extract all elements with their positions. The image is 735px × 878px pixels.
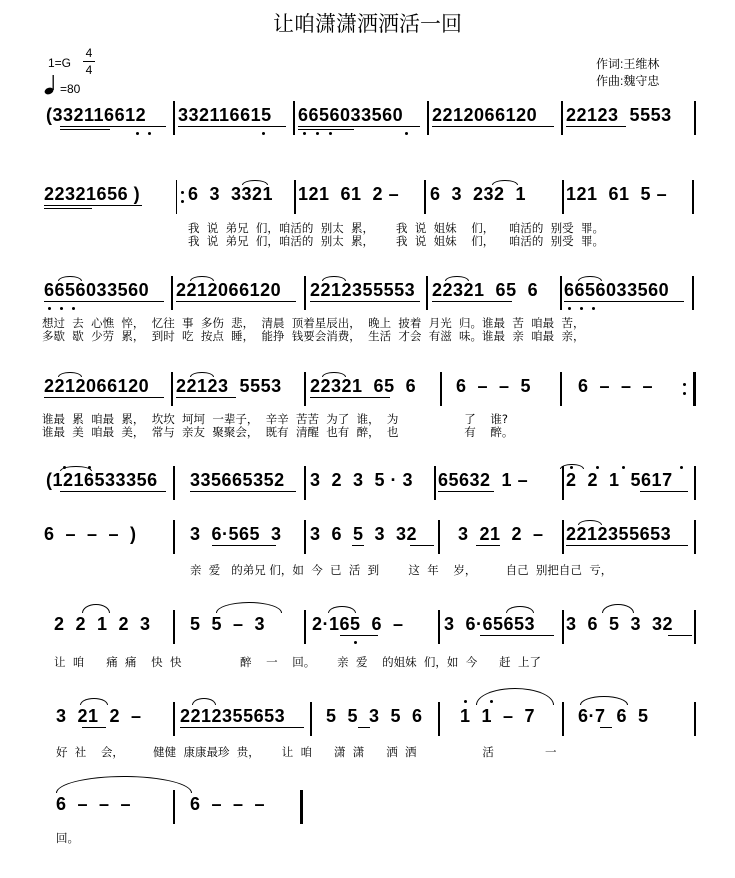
underline-beam <box>180 727 304 728</box>
barline <box>293 101 295 135</box>
measure: 65632 1 – <box>438 470 529 490</box>
barline <box>562 466 564 500</box>
measure: 335665352 <box>190 470 285 490</box>
barline <box>692 276 694 310</box>
score-row <box>40 276 700 343</box>
lyric-line: 好 社 会， 健健 康康最珍 贵， 让 咱 潇 潇 洒 洒 活 一 <box>56 745 557 759</box>
measure: 3 6 5 3 32 <box>566 614 674 634</box>
underline-beam <box>44 205 142 206</box>
underline-beam <box>176 397 236 398</box>
underline-beam <box>82 727 106 728</box>
measure: 6656033560 <box>44 280 150 300</box>
measure: 6 – – – <box>56 794 132 814</box>
underline-beam <box>410 545 434 546</box>
underline-beam <box>310 301 420 302</box>
measure: 6 – – – ) <box>44 524 137 544</box>
slur <box>60 466 92 471</box>
tempo-marking: =80 <box>60 82 81 96</box>
barline <box>310 702 312 736</box>
measure: 121 61 5 – <box>566 184 668 204</box>
score-row <box>40 520 700 577</box>
underline-beam <box>60 126 166 127</box>
barline <box>304 372 306 406</box>
measure: 5 5 3 5 6 <box>326 706 423 726</box>
score-row <box>40 702 700 759</box>
barline <box>562 180 564 214</box>
barline <box>694 520 696 554</box>
score-row <box>40 101 700 135</box>
octave-dot <box>48 307 51 310</box>
barline <box>304 610 306 644</box>
measure: 6·7 6 5 <box>578 706 649 726</box>
slur <box>190 276 214 281</box>
underline-beam <box>566 126 626 127</box>
measure: 6 – – 5 <box>456 376 532 396</box>
lyric-line: 谁最 累 咱最 累， 坎坎 坷坷 一辈子， 辛辛 苦苦 为了 谁， 为 了 谁? <box>42 412 508 426</box>
barline <box>173 466 175 500</box>
barline <box>438 520 440 554</box>
barline <box>434 466 436 500</box>
slur <box>445 276 469 281</box>
slur <box>322 372 346 377</box>
barline <box>560 276 562 310</box>
underline-beam <box>476 545 500 546</box>
measure: 121 61 2 – <box>298 184 400 204</box>
song-title: 让咱潇潇洒洒活一回 <box>273 12 462 36</box>
underline-beam <box>190 491 296 492</box>
underline-beam <box>310 397 390 398</box>
lyric-line: 让 咱 痛 痛 快 快 醉 一 回。 亲 爱 的姐妹 们，如 今 赶 上了 <box>54 655 541 669</box>
slur <box>578 520 602 525</box>
lyric-line: 我 说 弟兄 们，咱活的 别太 累， 我 说 姐妹 们， 咱活的 别受 罪。 <box>188 221 604 235</box>
quarter-note-icon <box>44 74 58 96</box>
barline <box>562 520 564 554</box>
barline <box>440 372 442 406</box>
lyric-line: 想过 去 心憔 悴， 忆往 事 多伤 悲， 清晨 顶着星辰出， 晚上 披着 月光 归。谁最 苦 咱最 苦， <box>42 316 585 330</box>
time-signature <box>83 46 95 77</box>
measure: 5 5 – 3 <box>190 614 266 634</box>
underline-beam <box>60 491 166 492</box>
measure: 1 1 – 7 <box>460 706 536 726</box>
measure: (1216533356 <box>46 470 158 490</box>
lyric-line: 亲 爱 的弟兄 们，如 今 已 活 到 这 年 岁， 自己 别把自己 亏， <box>190 563 613 577</box>
score-row <box>40 372 700 439</box>
measure: 2212355653 <box>566 524 672 544</box>
underline-beam <box>432 126 554 127</box>
measure: 3 21 2 – <box>458 524 544 544</box>
underline-beam <box>340 635 378 636</box>
barline <box>438 702 440 736</box>
measure: 6 3 232 1 <box>430 184 527 204</box>
measure: 3 6·65653 <box>444 614 536 634</box>
slur <box>242 180 268 185</box>
slur <box>560 464 584 469</box>
slur <box>602 604 634 613</box>
measure: 2212066120 <box>44 376 150 396</box>
slur <box>506 606 534 613</box>
octave-dot <box>405 132 408 135</box>
octave-dot <box>148 132 151 135</box>
key-signature: 1=G <box>48 56 72 70</box>
barline <box>694 466 696 500</box>
barline <box>692 180 694 214</box>
underline-beam <box>668 635 692 636</box>
underline-beam <box>178 126 286 127</box>
measure: 2212066120 <box>176 280 282 300</box>
barline <box>304 520 306 554</box>
barline <box>173 520 175 554</box>
time-signature-bottom: 4 <box>85 63 93 77</box>
barline <box>694 610 696 644</box>
octave-dot <box>72 307 75 310</box>
underline-beam <box>44 397 164 398</box>
measure: 2 2 1 2 3 <box>54 614 151 634</box>
underline-beam <box>640 491 688 492</box>
barline <box>173 101 175 135</box>
measure: 3 6 5 3 32 <box>310 524 418 544</box>
measure: 6 – – – <box>578 376 654 396</box>
underline-beam <box>566 545 688 546</box>
barline <box>560 372 562 406</box>
underline-beam <box>358 727 370 728</box>
underline-beam <box>480 635 554 636</box>
octave-dot <box>60 307 63 310</box>
slur <box>58 276 82 281</box>
measure: 22321 65 6 <box>432 280 539 300</box>
slur <box>80 698 108 705</box>
composer-credit: 作曲:魏守忠 <box>596 74 660 88</box>
octave-dot <box>490 700 493 703</box>
underline-beam <box>600 727 612 728</box>
underline-beam <box>298 126 420 127</box>
octave-dot <box>592 307 595 310</box>
final-barline <box>296 790 303 824</box>
underline-beam <box>176 301 296 302</box>
octave-dot <box>136 132 139 135</box>
barline <box>171 372 173 406</box>
tie <box>56 776 192 793</box>
slur <box>82 604 110 613</box>
lyric-line: 回。 <box>56 831 79 845</box>
slur <box>578 276 602 281</box>
underline-beam <box>438 491 494 492</box>
measure: 3 21 2 – <box>56 706 142 726</box>
barline <box>562 702 564 736</box>
octave-dot <box>316 132 319 135</box>
barline <box>562 610 564 644</box>
lyric-line: 谁最 美 咱最 美， 常与 亲友 聚聚会， 既有 清醒 也有 醉， 也 有 醉。 <box>42 425 514 439</box>
measure: 2212355553 <box>310 280 416 300</box>
slur <box>58 372 82 377</box>
barline <box>561 101 563 135</box>
barline <box>694 702 696 736</box>
slur <box>492 180 518 185</box>
measure: 3 2 3 5 · 3 <box>310 470 414 490</box>
barline <box>173 790 175 824</box>
lyric-line: 我 说 弟兄 们，咱活的 别太 累， 我 说 姐妹 们， 咱活的 别受 罪。 <box>188 234 604 248</box>
octave-dot <box>262 132 265 135</box>
octave-dot <box>596 466 599 469</box>
measure: 2212355653 <box>180 706 286 726</box>
octave-dot <box>622 466 625 469</box>
barline <box>694 101 696 135</box>
repeat-end-barline <box>688 372 696 406</box>
slur <box>190 372 214 377</box>
barline <box>424 180 426 214</box>
measure: 22321 65 6 <box>310 376 417 396</box>
score-row <box>40 466 700 500</box>
barline <box>304 466 306 500</box>
barline <box>427 101 429 135</box>
underline-beam <box>60 129 110 130</box>
octave-dot <box>329 132 332 135</box>
barline <box>294 180 296 214</box>
octave-dot <box>464 700 467 703</box>
octave-dot <box>568 307 571 310</box>
score-row <box>40 180 700 248</box>
octave-dot <box>303 132 306 135</box>
slur <box>580 696 628 705</box>
lyric-line: 多歇 歇 少劳 累， 到时 吃 按点 睡， 能挣 钱要会消费， 生活 才会 有滋 味。谁最 亲 咱最 亲， <box>42 329 585 343</box>
underline-beam <box>212 545 276 546</box>
repeat-start-barline <box>176 180 182 214</box>
underline-beam <box>44 301 164 302</box>
measure: 3 6·565 3 <box>190 524 282 544</box>
measure: 6 3 3321 <box>188 184 274 204</box>
barline <box>438 610 440 644</box>
measure: 22321656 ) <box>44 184 141 204</box>
underline-beam <box>352 545 364 546</box>
lyricist-credit: 作词:王维林 <box>596 57 660 71</box>
measure: (332116612 <box>46 105 147 125</box>
time-signature-top: 4 <box>85 46 93 60</box>
time-signature-line <box>83 61 95 62</box>
measure: 6656033560 <box>298 105 404 125</box>
barline <box>304 276 306 310</box>
underline-beam <box>298 129 354 130</box>
measure: 332116615 <box>178 105 272 125</box>
octave-dot <box>580 307 583 310</box>
octave-dot <box>354 641 357 644</box>
barline <box>171 276 173 310</box>
slur <box>476 688 554 705</box>
underline-beam <box>564 301 684 302</box>
measure: 2212066120 <box>432 105 538 125</box>
measure: 6 – – – <box>190 794 266 814</box>
measure: 2·165 6 – <box>312 614 404 634</box>
barline <box>426 276 428 310</box>
octave-dot <box>680 466 683 469</box>
underline-beam <box>44 208 92 209</box>
underline-beam <box>432 301 512 302</box>
score-row <box>40 610 700 669</box>
slur <box>328 606 356 613</box>
score-row <box>40 790 700 845</box>
slur <box>322 276 346 281</box>
measure: 6656033560 <box>564 280 670 300</box>
measure: 22123 5553 <box>566 105 672 125</box>
slur <box>216 602 282 613</box>
measure: 2 2 1 5617 <box>566 470 673 490</box>
measure: 22123 5553 <box>176 376 282 396</box>
slur <box>192 698 216 705</box>
barline <box>173 702 175 736</box>
barline <box>173 610 175 644</box>
